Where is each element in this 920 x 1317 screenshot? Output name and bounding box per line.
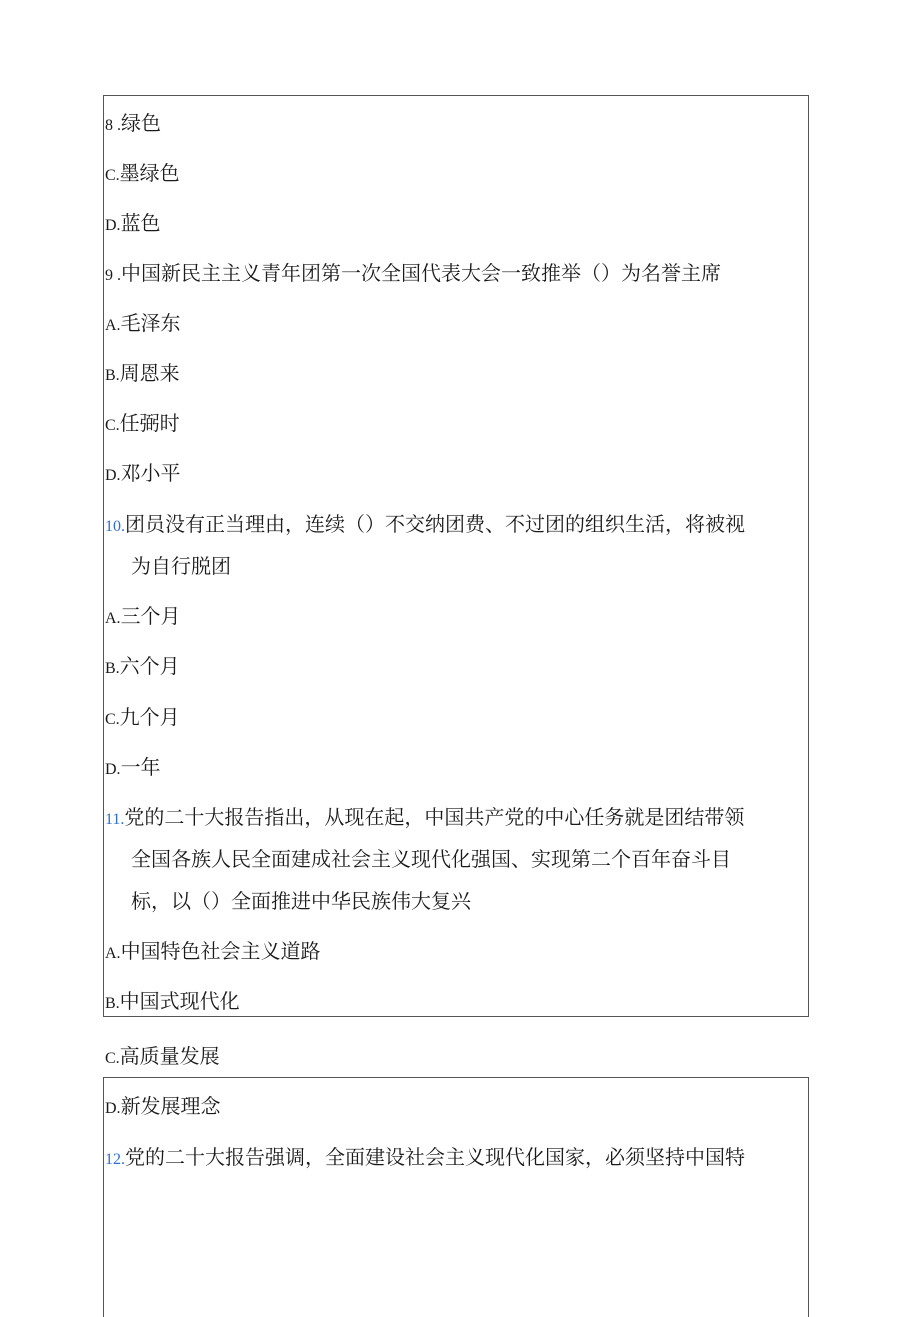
q9-option-b: B.周恩来 bbox=[105, 361, 180, 385]
q11-option-c: C.高质量发展 bbox=[105, 1044, 220, 1068]
q10-question: 10.团员没有正当理由，连续（）不交纳团费、不过团的组织生活，将被视 bbox=[105, 512, 745, 536]
q11-question: 11.党的二十大报告指出，从现在起，中国共产党的中心任务就是团结带领 bbox=[105, 805, 745, 829]
q9-option-c: C.任弼时 bbox=[105, 411, 180, 435]
q8-option-c: C.墨绿色 bbox=[105, 161, 180, 185]
q9-question: 9 .中国新民主主义青年团第一次全国代表大会一致推举（）为名誉主席 bbox=[105, 261, 721, 285]
q12-question: 12.党的二十大报告强调，全面建设社会主义现代化国家，必须坚持中国特 bbox=[105, 1145, 745, 1169]
q10-option-a: A.三个月 bbox=[105, 604, 181, 628]
q10-option-b: B.六个月 bbox=[105, 654, 180, 678]
q10-option-d: D.一年 bbox=[105, 755, 161, 779]
q11-option-d: D.新发展理念 bbox=[105, 1094, 221, 1118]
q10-question-cont: 为自行脱团 bbox=[131, 554, 231, 578]
q8-option-d: D.蓝色 bbox=[105, 211, 161, 235]
q10-option-c: C.九个月 bbox=[105, 705, 180, 729]
q9-option-a: A.毛泽东 bbox=[105, 311, 181, 335]
q11-option-b: B.中国式现代化 bbox=[105, 989, 240, 1013]
q8-option-b: 8 .绿色 bbox=[105, 111, 161, 135]
q11-question-cont-2: 标，以（）全面推进中华民族伟大复兴 bbox=[131, 889, 471, 913]
q11-option-a: A.中国特色社会主义道路 bbox=[105, 939, 321, 963]
q11-question-cont-1: 全国各族人民全面建成社会主义现代化强国、实现第二个百年奋斗目 bbox=[131, 847, 731, 871]
q9-option-d: D.邓小平 bbox=[105, 461, 181, 485]
